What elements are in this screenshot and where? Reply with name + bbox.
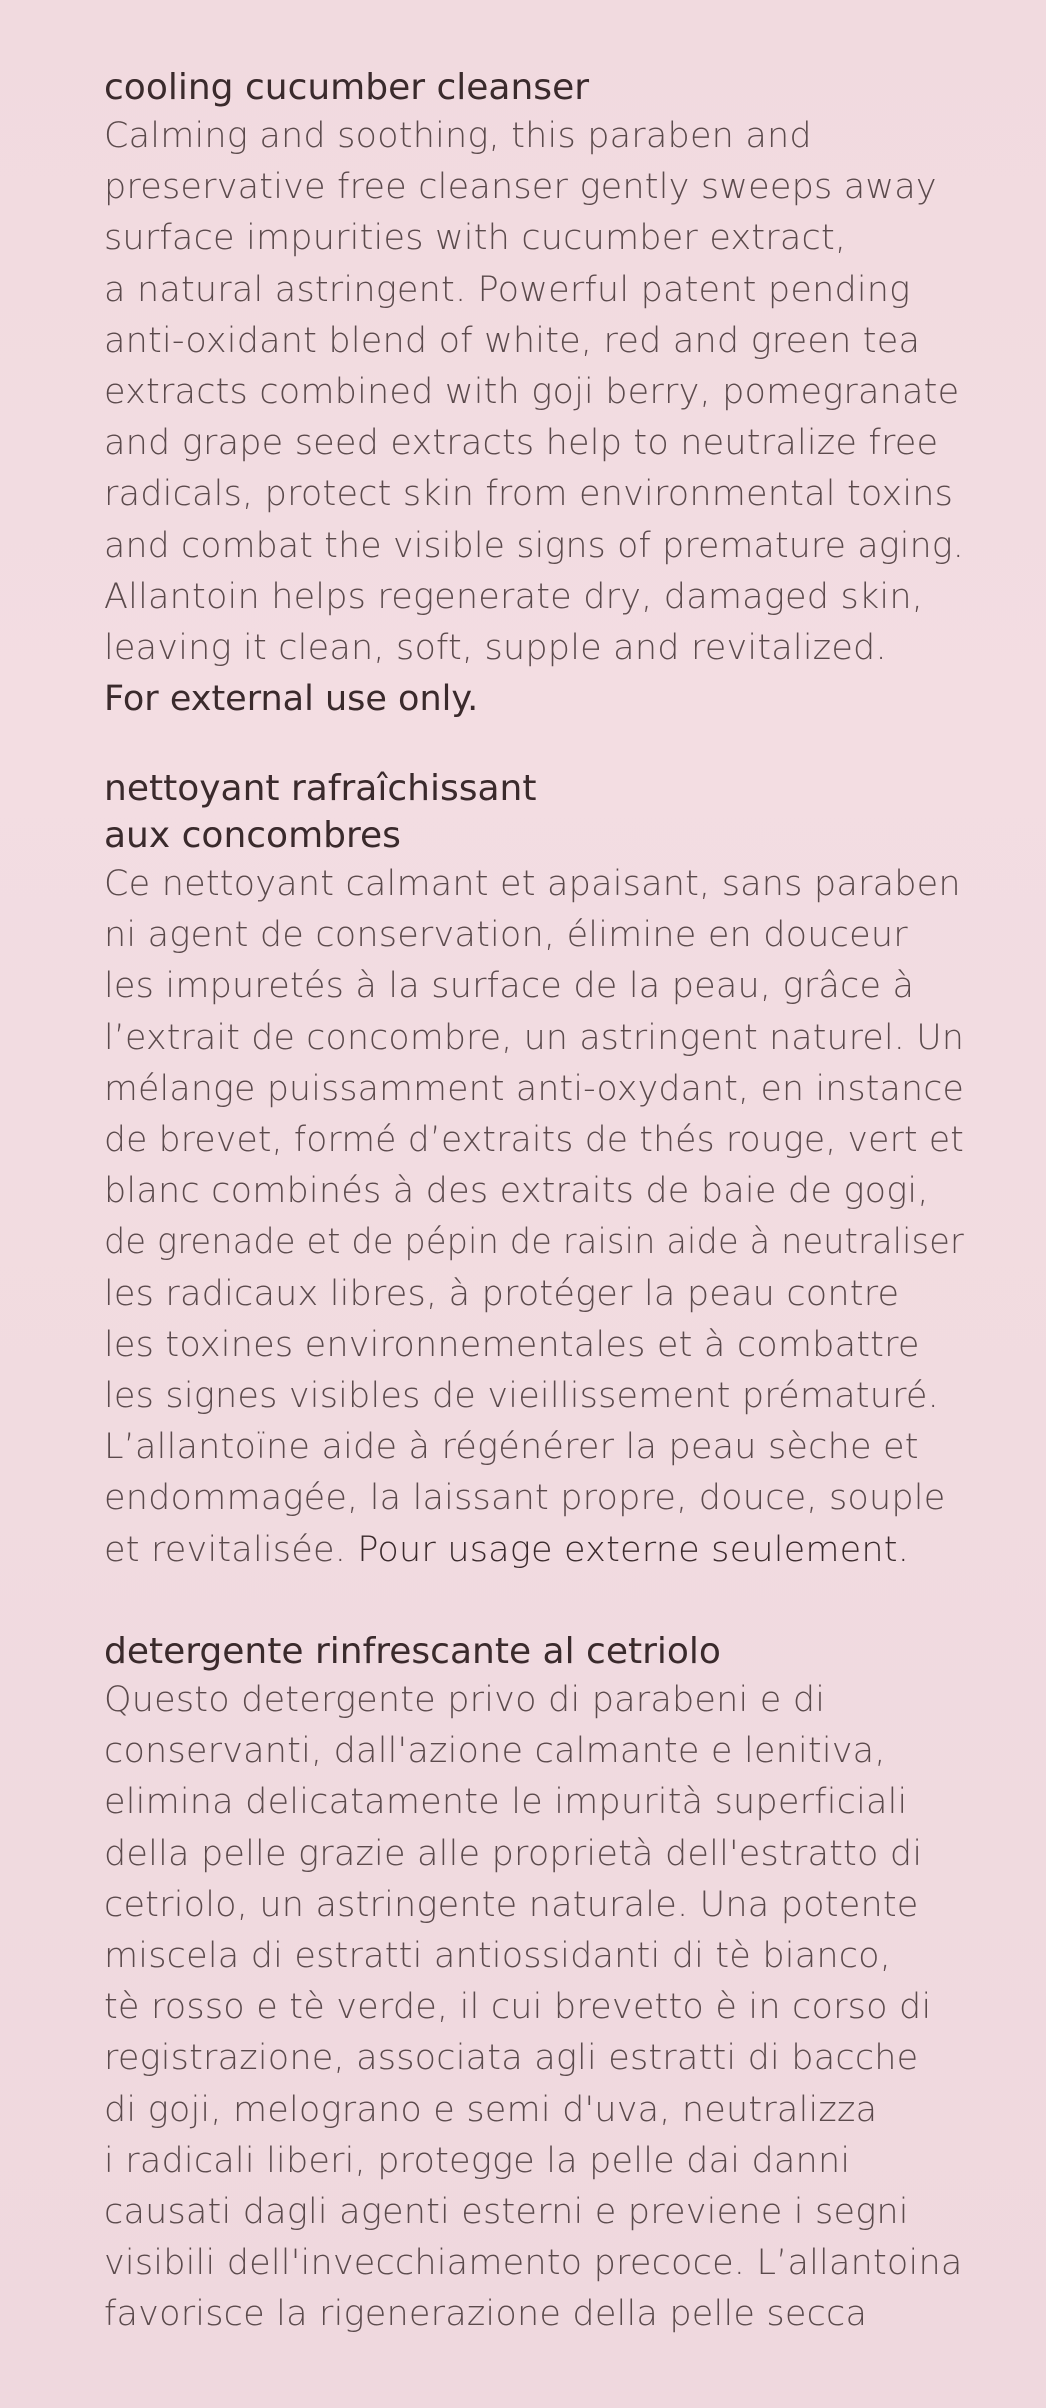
french-description — [104, 859, 964, 1576]
italian-line: i radicali liberi, protegge la pelle dai danni — [104, 2140, 851, 2181]
french-line: endommagée, la laissant propre, douce, souple — [104, 1478, 946, 1519]
french-section — [104, 765, 964, 1576]
italian-line: conservanti, dall'azione calmante e lenitiva, — [104, 1731, 886, 1772]
french-title-line-2: aux concombres — [104, 815, 401, 856]
french-line: les toxines environnementales et à combattre — [104, 1324, 920, 1365]
english-line: a natural astringent. Powerful patent pending — [104, 269, 911, 310]
french-line: les radicaux libres, à protéger la peau contre — [104, 1273, 900, 1314]
french-external-use-notice: Pour usage externe seulement. — [357, 1529, 910, 1570]
english-section — [104, 64, 964, 725]
french-line: blanc combinés à des extraits de baie de gogi, — [104, 1171, 929, 1212]
english-line: and grape seed extracts help to neutralize free — [104, 423, 939, 464]
english-line: surface impurities with cucumber extract, — [104, 218, 847, 259]
english-title: cooling cucumber cleanser — [104, 67, 590, 108]
italian-section — [104, 1628, 964, 2341]
italian-line: favorisce la rigenerazione della pelle secca — [104, 2294, 868, 2335]
french-last-line-start: et revitalisée. — [104, 1529, 347, 1570]
french-last-line — [104, 1525, 909, 1576]
italian-line: Questo detergente privo di parabeni e di — [104, 1680, 826, 1720]
french-line: de grenade et de pépin de raisin aide à neutraliser — [104, 1222, 964, 1263]
italian-line: registrazione, associata agli estratti di bacche — [104, 2038, 919, 2079]
italian-line: visibili dell'invecchiamento precoce. L’allantoina — [104, 2243, 963, 2284]
french-line: l’extrait de concombre, un astringent naturel. Un — [104, 1017, 965, 1058]
italian-line: di goji, melograno e semi d'uva, neutralizza — [104, 2089, 878, 2130]
italian-description — [104, 1675, 964, 2341]
italian-title: detergente rinfrescante al cetriolo — [104, 1631, 721, 1672]
french-line: les impuretés à la surface de la peau, grâce à — [104, 966, 915, 1007]
italian-line: della pelle grazie alle proprietà dell'estratto di — [104, 1833, 923, 1874]
french-line: mélange puissamment anti-oxydant, en instance — [104, 1068, 965, 1109]
english-description — [104, 111, 964, 725]
italian-line: causati dagli agenti esterni e previene i segni — [104, 2192, 909, 2233]
french-line: L’allantoïne aide à régénérer la peau sèche et — [104, 1427, 919, 1468]
english-line: leaving it clean, soft, supple and revitalized. — [104, 628, 887, 669]
italian-line: miscela di estratti antiossidanti di tè bianco, — [104, 1936, 892, 1977]
french-line: Ce nettoyant calmant et apaisant, sans paraben — [104, 864, 961, 904]
italian-line: cetriolo, un astringente naturale. Una potente — [104, 1884, 919, 1925]
english-line: Allantoin helps regenerate dry, damaged skin, — [104, 576, 924, 617]
english-line: extracts combined with goji berry, pomegranate — [104, 372, 960, 413]
english-line: anti-oxidant blend of white, red and green tea — [104, 320, 921, 361]
italian-line: elimina delicatamente le impurità superficiali — [104, 1782, 908, 1823]
italian-line: tè rosso e tè verde, il cui brevetto è in corso di — [104, 1987, 932, 2028]
french-title-line-1: nettoyant rafraîchissant — [104, 768, 537, 809]
english-external-use-notice: For external use only. — [104, 679, 479, 720]
french-line: ni agent de conservation, élimine en douceur — [104, 915, 908, 956]
english-line: Calming and soothing, this paraben and — [104, 116, 812, 156]
french-line: les signes visibles de vieillissement prématuré. — [104, 1376, 939, 1417]
english-line: preservative free cleanser gently sweeps away — [104, 167, 937, 208]
english-line: and combat the visible signs of premature aging. — [104, 525, 965, 566]
english-line: radicals, protect skin from environmental toxins — [104, 474, 954, 515]
french-line: de brevet, formé d’extraits de thés rouge, vert et — [104, 1120, 965, 1161]
